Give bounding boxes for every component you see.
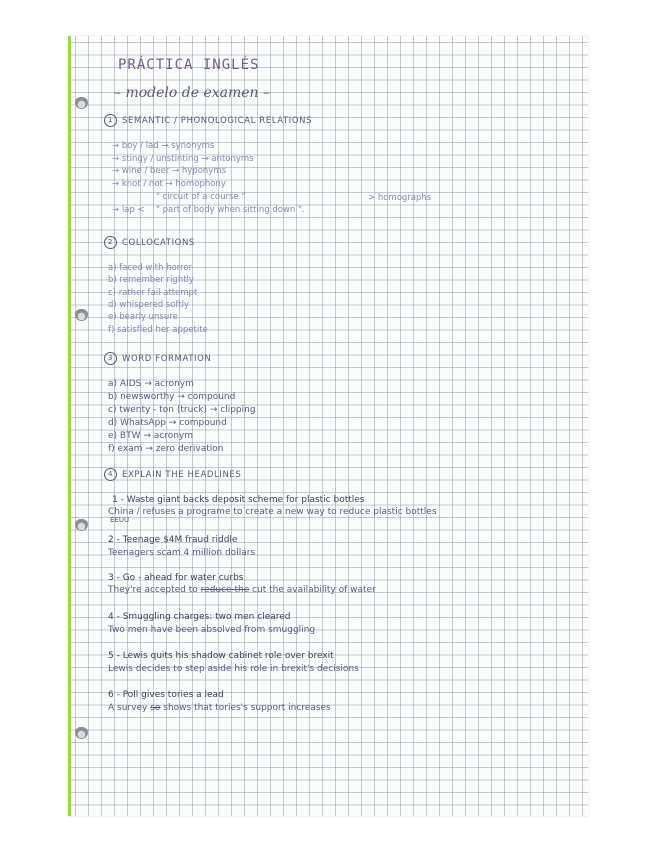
headline: 3 - Go - ahead for water curbs xyxy=(108,573,244,583)
section-number: 1 xyxy=(104,114,117,127)
section-title: SEMANTIC / PHONOLOGICAL RELATIONS xyxy=(122,116,313,126)
list-item: d) whispered softly xyxy=(108,300,189,310)
list-item: > homographs xyxy=(368,193,432,203)
headline: 5 - Lewis quits his shadow cabinet role over brexit xyxy=(108,651,334,661)
headline: 6 - Poll gives tories a lead xyxy=(108,690,224,700)
headline: 4 - Smuggling charges: two men cleared xyxy=(108,612,291,622)
list-item: " part of body when sitting down ". xyxy=(156,205,305,215)
section-title: EXPLAIN THE HEADLINES xyxy=(122,470,242,480)
notebook-page xyxy=(68,36,588,816)
list-item: b) remember rightly xyxy=(108,275,194,285)
list-item: " circuit of a course " xyxy=(156,192,246,202)
headline-answer xyxy=(108,586,376,595)
section-4-heading xyxy=(104,468,241,481)
binder-hole xyxy=(75,308,88,321)
crossed-out-text: so xyxy=(150,703,161,713)
section-number: 2 xyxy=(104,236,117,249)
list-item: e) BTW → acronym xyxy=(108,431,194,441)
list-item: f) exam → zero derivation xyxy=(108,444,224,454)
list-item: c) rather fail attempt xyxy=(108,288,198,298)
list-item: d) WhatsApp → compound xyxy=(108,418,227,428)
section-1-heading xyxy=(104,114,312,127)
headline-answer: Lewis decides to step aside his role in brexit's decisions xyxy=(108,664,359,674)
list-item: b) newsworthy → compound xyxy=(108,392,236,402)
section-number: 3 xyxy=(104,352,117,365)
binder-hole xyxy=(75,518,88,531)
answer-text: They're accepted to xyxy=(108,585,198,595)
headline-answer: Teenagers scam 4 million dollars xyxy=(108,548,256,558)
list-item: c) twenty - ton (truck) → clipping xyxy=(108,405,256,415)
page-subtitle: – modelo de examen – xyxy=(114,85,271,101)
headline: 2 - Teenage $4M fraud riddle xyxy=(108,535,238,545)
answer-text: A survey xyxy=(108,703,148,713)
page-title: PRÁCTICA INGLÉS xyxy=(118,57,260,73)
list-item: e) bearly unsure xyxy=(108,312,178,322)
list-item: → boy / lad → synonyms xyxy=(112,141,215,151)
section-3-heading xyxy=(104,352,211,365)
list-item: → wine / beer → hyponyms xyxy=(112,166,227,176)
section-number: 4 xyxy=(104,468,117,481)
section-title: WORD FORMATION xyxy=(122,354,212,364)
list-item: → lap < xyxy=(112,205,145,215)
headline: 1 - Waste giant backs deposit scheme for plastic bottles xyxy=(112,495,365,505)
section-title: COLLOCATIONS xyxy=(122,238,195,248)
headline-answer: China / refuses a programe to create a new way to reduce plastic bottles xyxy=(108,507,437,517)
headline-answer xyxy=(108,704,331,713)
section-2-heading xyxy=(104,236,195,249)
answer-text: shows that tories's support increases xyxy=(163,703,331,713)
binder-hole xyxy=(75,726,88,739)
answer-text: cut the availability of water xyxy=(252,585,376,595)
page-margin-edge xyxy=(68,36,71,816)
list-item: → stingy / unstinting → antonyms xyxy=(112,154,254,164)
answer-note: EEUU xyxy=(110,516,130,524)
list-item: a) faced with horror xyxy=(108,263,193,273)
binder-hole xyxy=(75,96,88,109)
list-item: f) satisfied her appetite xyxy=(108,325,208,335)
list-item: → knot / not → homophony xyxy=(112,179,226,189)
crossed-out-text: reduce the xyxy=(200,585,250,595)
headline-answer: Two men have been absolved from smuggling xyxy=(108,625,316,635)
list-item: a) AIDS → acronym xyxy=(108,379,194,389)
